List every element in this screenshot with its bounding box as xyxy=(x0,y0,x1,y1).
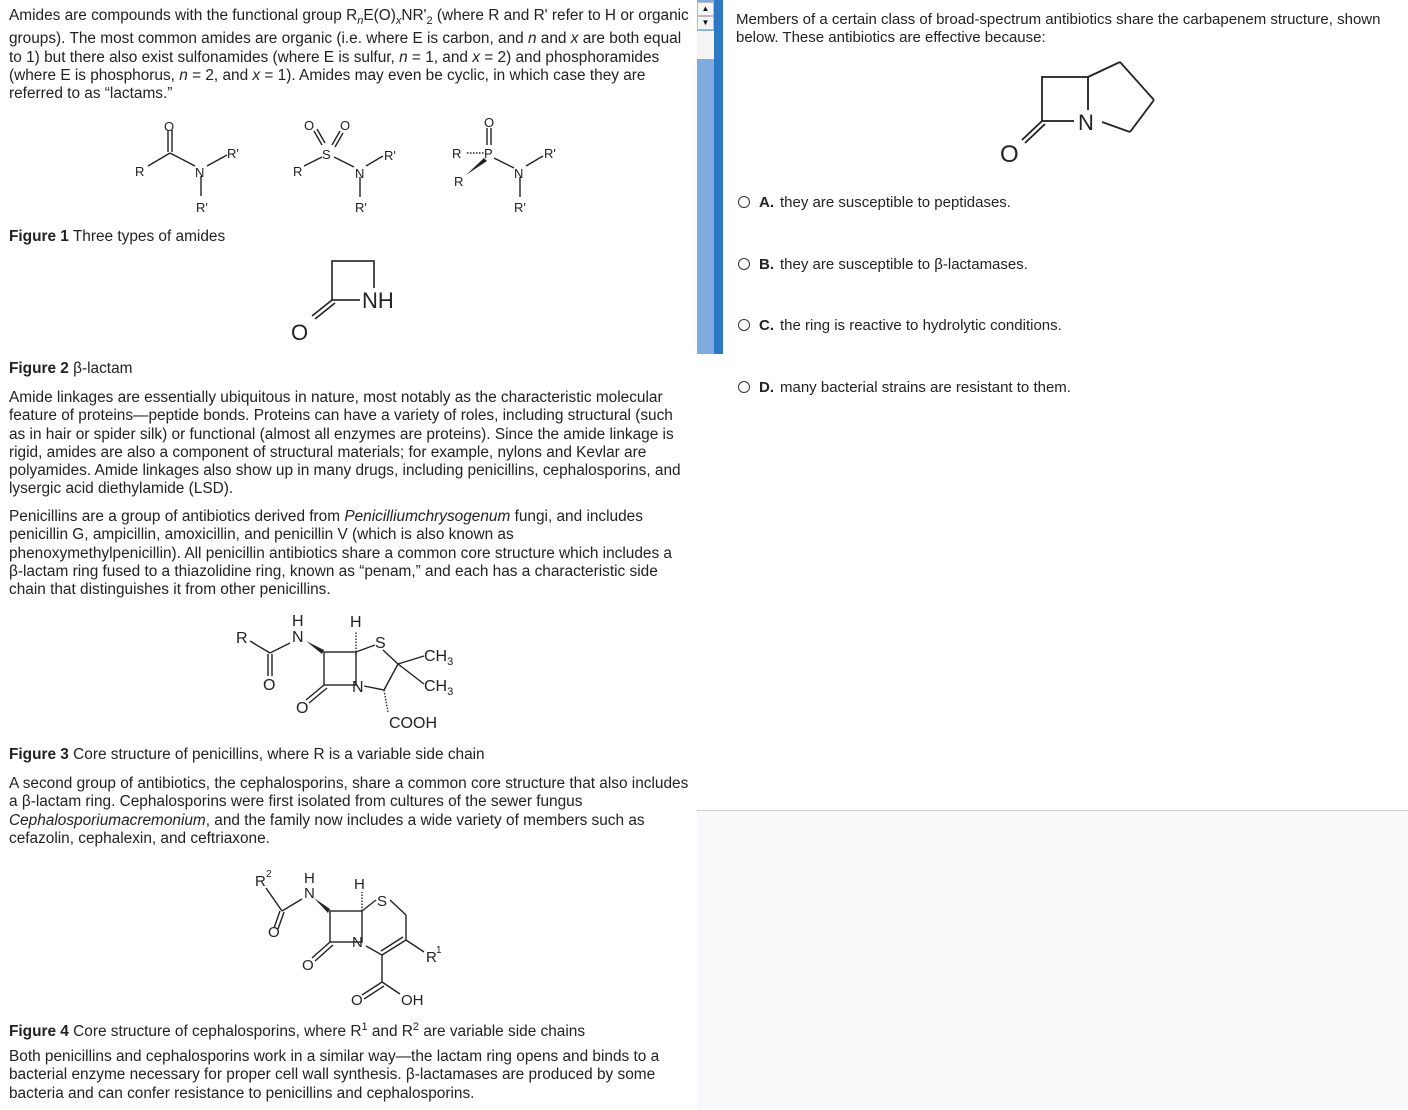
fig3-s: S xyxy=(375,635,386,652)
option-d[interactable] xyxy=(738,379,1071,397)
figure-1-caption: Figure 1 Three types of amides xyxy=(9,228,226,245)
carbapenem-structure xyxy=(0,0,1408,170)
option-a[interactable] xyxy=(738,194,1011,212)
fig1-o2: O xyxy=(304,118,315,133)
option-a-letter: A. xyxy=(759,194,774,211)
fig3-ch3a: $CH_3$ xyxy=(424,648,454,668)
figure-3-caption: Figure 3 Core structure of penicillins, where R is a variable side chain xyxy=(9,746,485,763)
fig4-o1: O xyxy=(268,924,280,941)
fig1-r1: R xyxy=(135,164,145,179)
fig3-n1: N xyxy=(292,629,304,646)
option-b-radio[interactable] xyxy=(738,258,750,270)
fig4-n1: N xyxy=(304,885,315,902)
fig2-o: O xyxy=(291,320,309,345)
fig3-o1: O xyxy=(263,677,276,694)
option-b-text: they are susceptible to β-lactamases. xyxy=(780,256,1028,273)
scroll-up-button[interactable]: ▲ xyxy=(697,2,714,16)
option-c-letter: C. xyxy=(759,317,774,334)
fig1-n2: N xyxy=(355,166,365,181)
option-d-radio[interactable] xyxy=(738,381,750,393)
option-c-radio[interactable] xyxy=(738,319,750,331)
fig1-r4: R xyxy=(454,174,464,189)
fig1-rp3: R' xyxy=(544,146,556,161)
fig4-n2: N xyxy=(352,934,363,951)
fig1-rp2b: R' xyxy=(355,200,367,215)
option-b-letter: B. xyxy=(759,256,774,273)
fig1-p: P xyxy=(484,146,493,161)
fig2-nh: NH xyxy=(362,288,394,313)
fig3-cooh: COOH xyxy=(389,715,437,732)
fig1-rp1b: R' xyxy=(196,200,208,215)
fig4-r1-sup: 1 xyxy=(436,945,442,956)
fig1-o3: O xyxy=(340,118,351,133)
figure-4-caption: Figure 4 Core structure of cephalosporins, where $R^1$ and $R^2$ are variable side chains xyxy=(9,1021,586,1041)
intro-paragraph: Amides are compounds with the functional group $R_nE(O)_xNR'_2$ (where R and R' refer to H or organic groups). The most common amides are organic (i.e. where E is carbon, and n and x are both equal to 1) but there also exist sulfonamides (where E is sulfur, n = 1, and x = 2) and phosphoramides (where E is phosphorus, n = 2, and x = 1). Amides may even be cyclic, in which case they are referred to as “lactams.” xyxy=(9,7,689,103)
fig4-oh: OH xyxy=(401,992,424,1009)
carbapenem-n: N xyxy=(1078,110,1094,135)
fig1-o4: O xyxy=(484,115,495,130)
fig1-n1: N xyxy=(195,165,205,180)
fig3-ch3b: $CH_3$ xyxy=(424,678,454,698)
figure-2-caption: Figure 2 β-lactam xyxy=(9,360,133,377)
option-c[interactable] xyxy=(738,317,1062,335)
fig3-o2: O xyxy=(296,700,309,717)
fig3-n2: N xyxy=(352,679,364,696)
fig4-h1: H xyxy=(304,870,315,887)
fig4-h2: H xyxy=(354,876,365,893)
fig3-h2: H xyxy=(350,614,362,631)
penicillins-paragraph: Penicillins are a group of antibiotics derived from Penicilliumchrysogenum fungi, and includes penicillin G, ampicillin, amoxicillin, and penicillin V (which is also known as phenoxymethylpenicillin). All penicillin antibiotics share a common core structure which includes a β-lactam ring fused to a thiazolidine ring, known as “penam,” and each has a characteristic side chain that distinguishes it from other penicillins. xyxy=(9,508,672,599)
option-b[interactable] xyxy=(738,256,1028,274)
question-stem: Members of a certain class of broad-spectrum antibiotics share the carbapenem structure, shown below. These antibiotics are effective because: xyxy=(736,11,1381,46)
option-c-text: the ring is reactive to hydrolytic conditions. xyxy=(780,317,1062,334)
option-a-radio[interactable] xyxy=(738,196,750,208)
fig4-r2: R xyxy=(255,873,266,890)
fig3-r: R xyxy=(236,630,248,647)
scroll-down-button[interactable]: ▼ xyxy=(697,16,714,30)
fig4-r2-sup: 2 xyxy=(266,869,272,880)
fig1-rp1: R' xyxy=(227,146,239,161)
carbapenem-o: O xyxy=(1000,141,1019,168)
fig4-o3: O xyxy=(351,992,363,1009)
fig1-s: S xyxy=(322,147,331,162)
amide-linkages-paragraph: Amide linkages are essentially ubiquitous in nature, most notably as the characteristic molecular feature of proteins—peptide bonds. Proteins can have a variety of roles, including structural (such as in hair or spider silk) or functional (almost all enzymes are proteins). Since the amide linkage is rigid, amides are also a component of structural materials; for example, nylons and Kevlar are polyamides. Amide linkages also show up in many drugs, including penicillins, cephalosporins, and lysergic acid diethylamide (LSD). xyxy=(9,389,681,498)
fig3-h1: H xyxy=(292,613,304,630)
fig1-o1: O xyxy=(164,119,175,134)
fig1-rp2: R' xyxy=(384,148,396,163)
cephalosporins-paragraph: A second group of antibiotics, the cephalosporins, share a common core structure that also includes a β-lactam ring. Cephalosporins were first isolated from cultures of the sewer fungus Cephalosporiumacremonium, and the family now includes a wide variety of members such as cefazolin, cephalexin, and ceftriaxone. xyxy=(9,775,689,847)
fig4-s: S xyxy=(377,893,388,910)
fig1-r3: R xyxy=(452,146,462,161)
empty-lower-panel xyxy=(697,811,1408,1110)
mechanism-paragraph: Both penicillins and cephalosporins work in a similar way—the lactam ring opens and binds to a bacterial enzyme necessary for proper cell wall synthesis. β-lactamases are produced by some bacteria and can confer resistance to penicillins and cephalosporins. xyxy=(9,1048,660,1102)
fig1-rp3b: R' xyxy=(514,200,526,215)
fig1-r2: R xyxy=(293,164,303,179)
option-d-text: many bacterial strains are resistant to them. xyxy=(780,379,1071,396)
fig4-o2: O xyxy=(302,957,314,974)
fig1-n3: N xyxy=(514,166,524,181)
option-a-text: they are susceptible to peptidases. xyxy=(780,194,1011,211)
option-d-letter: D. xyxy=(759,379,774,396)
fig4-r1: R xyxy=(426,949,437,966)
